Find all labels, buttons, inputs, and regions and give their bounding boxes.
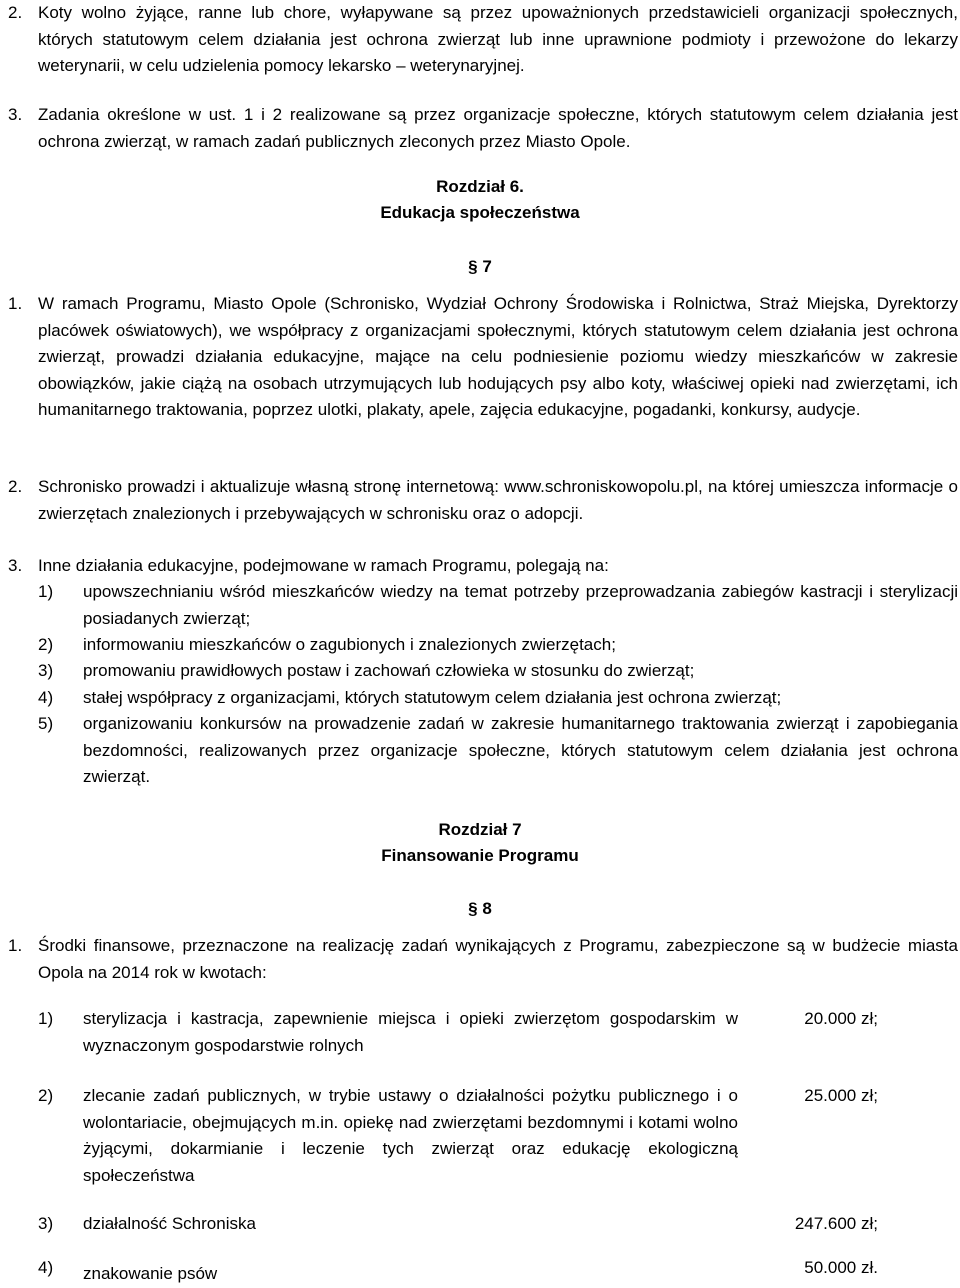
chapter-7-title: Finansowanie Programu <box>381 846 579 865</box>
section-7-item-3 <box>8 553 958 580</box>
financing-row-text: sterylizacja i kastracja, zapewnienie miejsca i opieki zwierzętom gospodarskim w wyznaczonym gospodarstwie rolnych <box>83 1009 738 1055</box>
item-text: Schronisko prowadzi i aktualizuje własną stronę internetową: www.schroniskowopolu.pl, na której umieszcza informacje o zwierzętach znalezionych i przebywających w schronisku oraz o adopcji. <box>38 477 958 523</box>
financing-row-number: 1) <box>38 1009 54 1028</box>
item-number: 2. <box>8 477 23 496</box>
list-item-text: promowaniu prawidłowych postaw i zachowań człowieka w stosunku do zwierząt; <box>83 661 695 680</box>
item-number: 1. <box>8 936 23 955</box>
financing-row-amount: 50.000 zł. <box>804 1258 878 1277</box>
list-item-number: 5) <box>38 714 54 733</box>
financing-row-number: 2) <box>38 1086 54 1105</box>
list-item-text: organizowaniu konkursów na prowadzenie zadań w zakresie humanitarnego traktowania zwierząt i zapobiegania bezdomności, realizowanych przez organizacje społeczne, których statutowym celem działania jest ochrona zwierząt. <box>83 714 958 786</box>
list-item-number: 1) <box>38 582 54 601</box>
paragraph-2 <box>8 0 958 80</box>
paragraph-number: 2. <box>8 3 23 22</box>
financing-row-text: zlecanie zadań publicznych, w trybie ustawy o działalności pożytku publicznego i o wolontariacie, obejmujących m.in. opiekę nad zwierzętami bezdomnymi i kotami wolno żyjącymi, dokarmianie i leczenie tych zwierząt oraz edukację ekologiczną społeczeństwa <box>83 1086 738 1185</box>
list-item-number: 2) <box>38 635 54 654</box>
item-text: Środki finansowe, przeznaczone na realizację zadań wynikających z Programu, zabezpieczone są w budżecie miasta Opola na 2014 rok w kwotach: <box>38 936 958 982</box>
item-text: Inne działania edukacyjne, podejmowane w ramach Programu, polegają na: <box>38 556 609 575</box>
financing-row-number: 3) <box>38 1214 54 1233</box>
paragraph-text: Koty wolno żyjące, ranne lub chore, wyłapywane są przez upoważnionych przedstawicieli organizacji społecznych, których statutowym celem działania jest ochrona zwierząt lub inne uprawnione podmioty i przewożone do lekarzy weterynarii, w celu udzielenia pomocy lekarsko – weterynaryjnej. <box>38 3 958 75</box>
chapter-6-label: Rozdział 6. <box>436 177 524 196</box>
paragraph-text: Zadania określone w ust. 1 i 2 realizowane są przez organizacje społeczne, których statutowym celem działania jest ochrona zwierząt, w ramach zadań publicznych zleconych przez Miasto Opole. <box>38 105 958 151</box>
list-item <box>38 711 958 791</box>
paragraph-symbol: § <box>468 899 478 918</box>
list-item <box>38 632 958 659</box>
section-8-item-1 <box>8 933 958 986</box>
list-item <box>38 658 958 685</box>
list-item <box>38 579 958 632</box>
financing-row-amount: 20.000 zł; <box>804 1009 878 1028</box>
financing-row-text: działalność Schroniska <box>83 1214 256 1233</box>
list-item-text: informowaniu mieszkańców o zagubionych i znalezionych zwierzętach; <box>83 635 616 654</box>
paragraph-number: 8 <box>482 899 492 918</box>
paragraph-3 <box>8 102 958 155</box>
list-item-number: 3) <box>38 661 54 680</box>
financing-row-amount: 25.000 zł; <box>804 1086 878 1105</box>
section-8-heading <box>0 896 960 923</box>
financing-row-amount: 247.600 zł; <box>794 1214 878 1233</box>
financing-row-number: 4) <box>38 1258 54 1277</box>
list-item <box>38 685 958 712</box>
section-7-item-1 <box>8 291 958 424</box>
list-item-text: stałej współpracy z organizacjami, których statutowym celem działania jest ochrona zwierząt; <box>83 688 782 707</box>
paragraph-number: 3. <box>8 105 23 124</box>
paragraph-number: 7 <box>482 257 492 276</box>
chapter-7-label: Rozdział 7 <box>438 820 522 839</box>
item-number: 1. <box>8 294 23 313</box>
financing-row-text: znakowanie psów <box>83 1264 218 1283</box>
section-7-heading <box>0 254 960 281</box>
section-7-item-2 <box>8 474 958 527</box>
item-number: 3. <box>8 556 23 575</box>
list-item-text: upowszechnianiu wśród mieszkańców wiedzy na temat potrzeby przeprowadzania zabiegów kastracji i sterylizacji posiadanych zwierząt; <box>83 582 958 628</box>
paragraph-symbol: § <box>468 257 478 276</box>
chapter-6-title: Edukacja społeczeństwa <box>380 203 580 222</box>
list-item-number: 4) <box>38 688 54 707</box>
item-text: W ramach Programu, Miasto Opole (Schronisko, Wydział Ochrony Środowiska i Rolnictwa, Straż Miejska, Dyrektorzy placówek oświatowych), we współpracy z organizacjami społecznymi, których statutowym celem działania jest ochrona zwierząt, prowadzi działania edukacyjne, mające na celu podniesienie poziomu wiedzy mieszkańców w zakresie obowiązków, jakie ciążą na osobach utrzymujących lub hodujących psy albo koty, właściwej opieki nad zwierzętami, ich humanitarnego traktowania, poprzez ulotki, plakaty, apele, zajęcia edukacyjne, pogadanki, konkursy, audycje. <box>38 294 958 419</box>
